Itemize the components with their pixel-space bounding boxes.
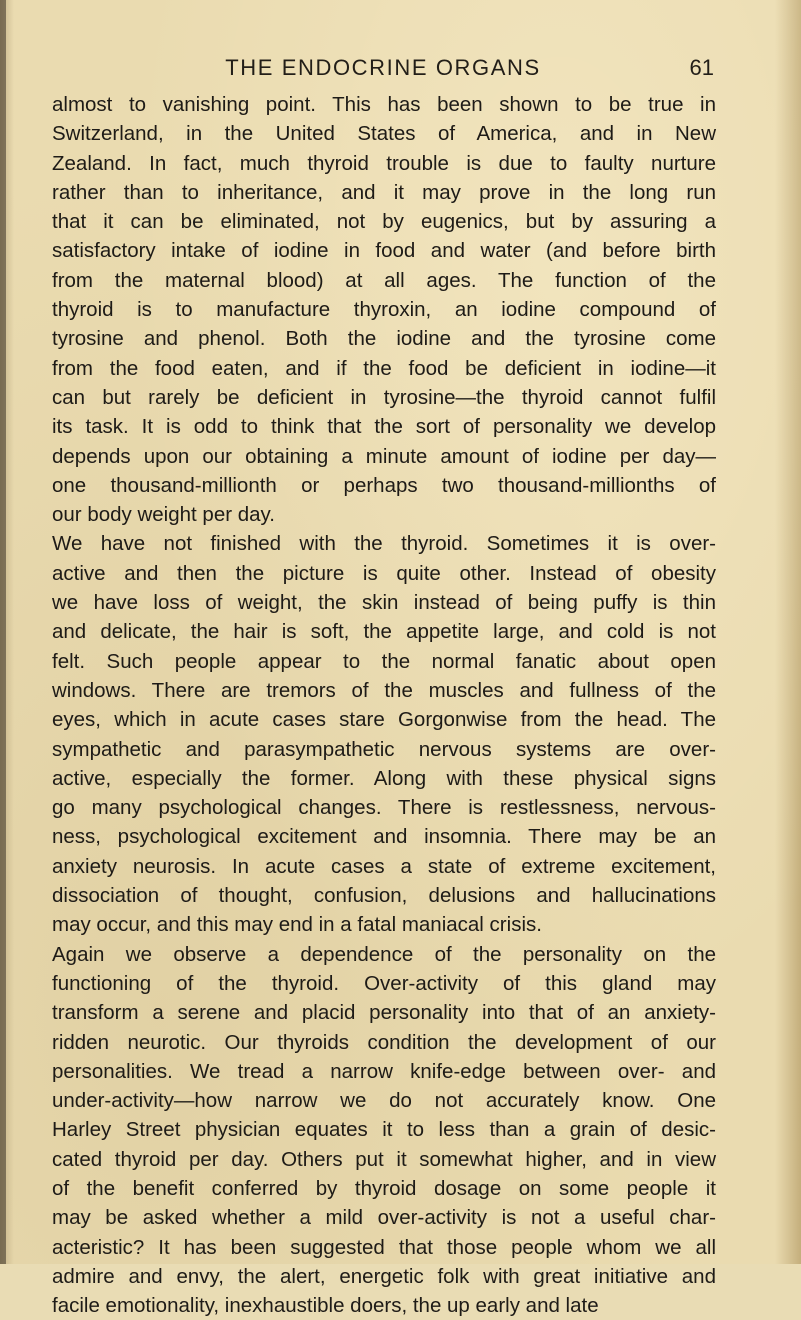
text-line: ness, psychological excitement and insomnia. There may be an (52, 825, 716, 849)
text-line: we have loss of weight, the skin instead of being puffy is thin (52, 591, 716, 615)
text-line: admire and envy, the alert, energetic folk with great initiative and (52, 1264, 716, 1288)
text-line: satisfactory intake of iodine in food and water (and before birth (52, 239, 716, 263)
text-line: Harley Street physician equates it to less than a grain of desic- (52, 1118, 716, 1142)
text-line: sympathetic and parasympathetic nervous systems are over- (52, 737, 716, 761)
body-text (52, 90, 716, 1320)
text-line: acteristic? It has been suggested that those people whom we all (52, 1235, 716, 1259)
text-line: that it can be eliminated, not by eugenics, but by assuring a (52, 210, 716, 234)
text-line: Switzerland, in the United States of America, and in New (52, 122, 716, 146)
text-line: windows. There are tremors of the muscles and fullness of the (52, 678, 716, 702)
text-line: We have not finished with the thyroid. Sometimes it is over- (52, 532, 716, 556)
text-line: active, especially the former. Along with these physical signs (52, 766, 716, 790)
text-line: ridden neurotic. Our thyroids condition the development of our (52, 1030, 716, 1054)
text-line: functioning of the thyroid. Over-activity of this gland may (52, 971, 716, 995)
text-line: go many psychological changes. There is restlessness, nervous- (52, 796, 716, 820)
text-line: almost to vanishing point. This has been shown to be true in (52, 93, 716, 116)
text-line: and delicate, the hair is soft, the appetite large, and cold is not (52, 620, 716, 644)
text-line: from the maternal blood) at all ages. The function of the (52, 268, 716, 292)
text-line: depends upon our obtaining a minute amount of iodine per day— (52, 444, 716, 468)
text-line: facile emotionality, inexhaustible doers, the up early and late (52, 1294, 599, 1318)
text-line: may be asked whether a mild over-activity is not a useful char- (52, 1206, 716, 1230)
text-line: transform a serene and placid personality into that of an anxiety- (52, 1001, 716, 1025)
text-line: personalities. We tread a narrow knife-edge between over- and (52, 1059, 716, 1083)
text-line: cated thyroid per day. Others put it somewhat higher, and in view (52, 1147, 716, 1171)
text-line: dissociation of thought, confusion, delusions and hallucinations (52, 884, 716, 908)
paragraph (52, 940, 716, 1320)
text-line: our body weight per day. (52, 503, 275, 527)
running-title: THE ENDOCRINE ORGANS (225, 55, 541, 80)
running-head (52, 55, 714, 87)
text-line: Again we observe a dependence of the personality on the (52, 942, 716, 966)
text-line: tyrosine and phenol. Both the iodine and the tyrosine come (52, 327, 716, 351)
text-line: rather than to inheritance, and it may prove in the long run (52, 180, 716, 204)
text-line: eyes, which in acute cases stare Gorgonwise from the head. The (52, 708, 716, 732)
text-line: Zealand. In fact, much thyroid trouble is due to faulty nurture (52, 151, 716, 175)
text-line: from the food eaten, and if the food be deficient in iodine—it (52, 356, 716, 380)
page-number: 61 (689, 55, 714, 80)
text-line: active and then the picture is quite other. Instead of obesity (52, 561, 716, 585)
text-line: one thousand-millionth or perhaps two thousand-millionths of (52, 473, 716, 497)
paragraph (52, 529, 716, 939)
page-gutter-shadow (0, 0, 6, 1264)
text-line: its task. It is odd to think that the sort of personality we develop (52, 415, 716, 439)
text-line: may occur, and this may end in a fatal maniacal crisis. (52, 913, 542, 937)
text-line: can but rarely be deficient in tyrosine—the thyroid cannot fulfil (52, 385, 716, 409)
text-line: thyroid is to manufacture thyroxin, an iodine compound of (52, 298, 716, 322)
text-line: felt. Such people appear to the normal fanatic about open (52, 649, 716, 673)
paragraph (52, 90, 716, 529)
text-line: anxiety neurosis. In acute cases a state of extreme excitement, (52, 854, 716, 878)
text-line: under-activity—how narrow we do not accurately know. One (52, 1089, 716, 1113)
text-line: of the benefit conferred by thyroid dosage on some people it (52, 1176, 716, 1200)
